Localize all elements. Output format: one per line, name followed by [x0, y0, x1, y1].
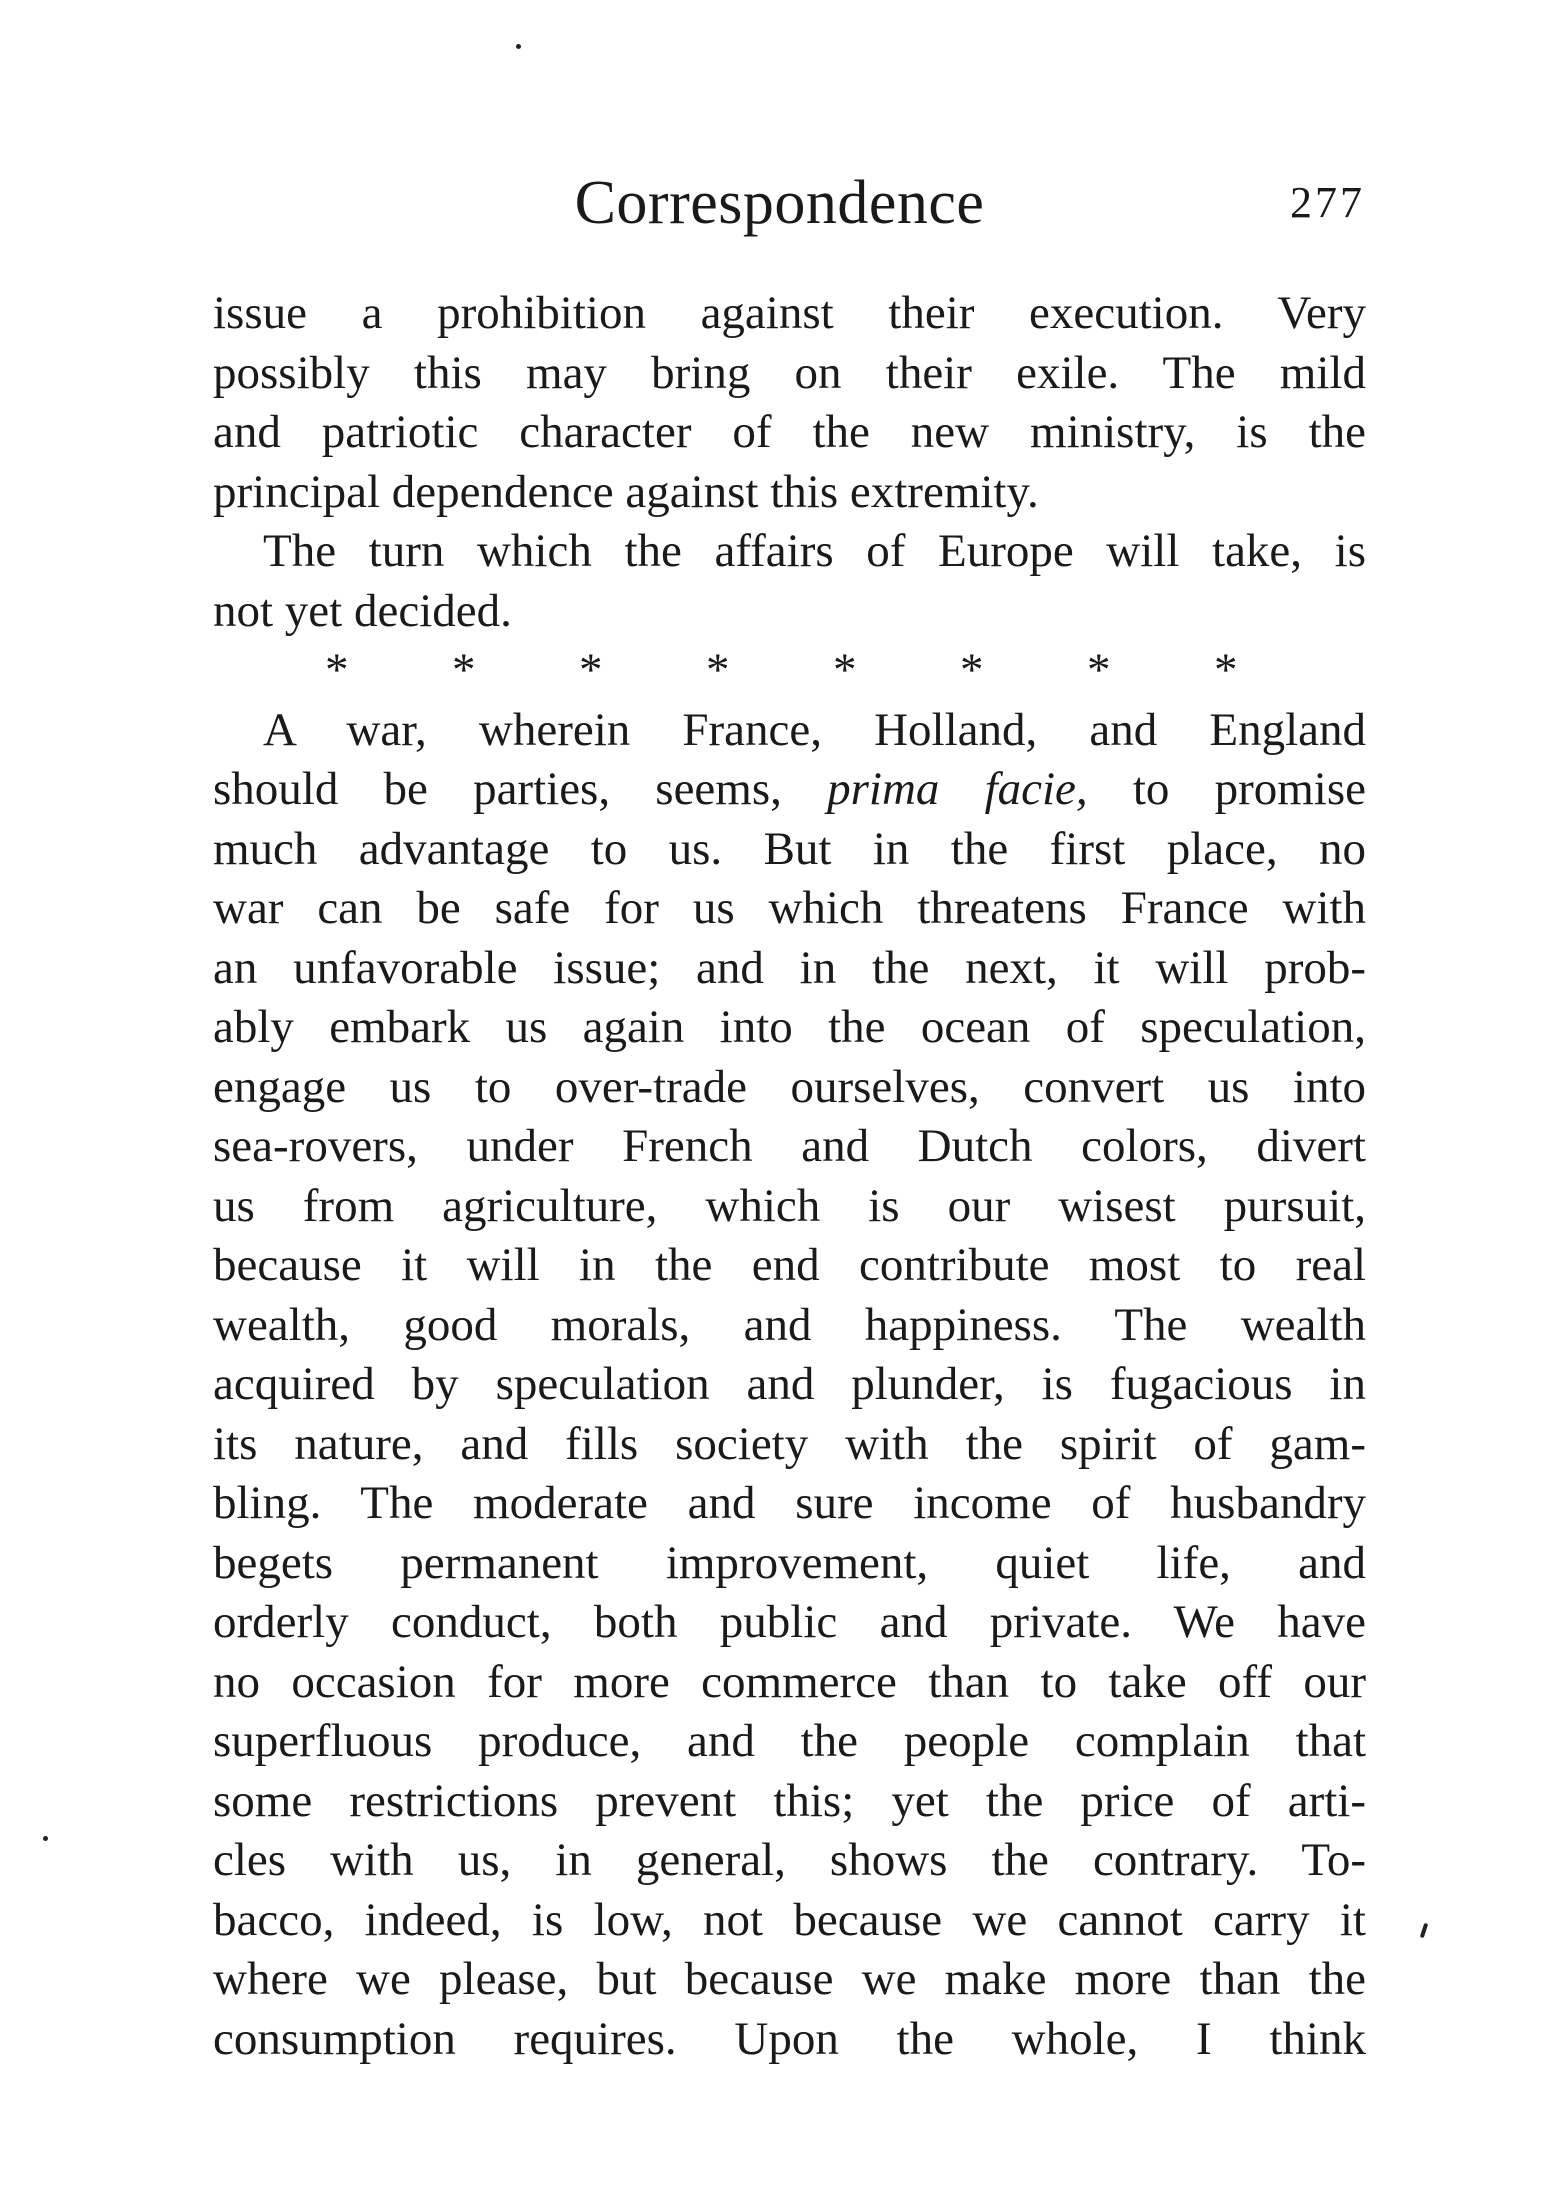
- ink-speck: [43, 1836, 48, 1841]
- text-line: consumption requires. Upon the whole, I think: [213, 2012, 1366, 2065]
- text-line: some restrictions prevent this; yet the price of arti-: [213, 1774, 1366, 1827]
- separator-star: *: [1214, 644, 1238, 696]
- text-line: [213, 760, 1366, 820]
- text-line: engage us to over-trade ourselves, convert us into: [213, 1060, 1366, 1113]
- text-line: wealth, good morals, and happiness. The wealth: [213, 1298, 1366, 1351]
- ink-mark: [1420, 1923, 1428, 1939]
- text-line: its nature, and fills society with the spirit of gam-: [213, 1417, 1366, 1470]
- page-number: 277: [1290, 178, 1365, 227]
- text-line: not yet decided.: [213, 584, 512, 637]
- text-line: where we please, but because we make more than the: [213, 1953, 1366, 2005]
- section-separator: [213, 641, 1366, 701]
- separator-star: *: [833, 644, 857, 696]
- text-line: an unfavorable issue; and in the next, it will prob-: [213, 941, 1366, 994]
- separator-star: *: [1087, 644, 1111, 696]
- text-line: issue a prohibition against their execution. Very: [213, 287, 1366, 339]
- text-line: and patriotic character of the new ministry, is the: [213, 406, 1366, 458]
- text-line: no occasion for more commerce than to take off our: [213, 1655, 1366, 1708]
- text-run: should be parties, seems,: [213, 763, 782, 815]
- text-line: much advantage to us. But in the first place, no: [213, 822, 1366, 875]
- separator-star: *: [579, 644, 603, 696]
- text-line: sea-rovers, under French and Dutch colors, divert: [213, 1120, 1366, 1172]
- text-line: us from agriculture, which is our wisest pursuit,: [213, 1179, 1366, 1232]
- text-line: superfluous produce, and the people complain that: [213, 1715, 1366, 1767]
- separator-star: *: [452, 644, 476, 696]
- italic-phrase: prima facie,: [827, 763, 1088, 815]
- text-run: to promise: [1132, 763, 1367, 815]
- separator-star: *: [960, 644, 984, 696]
- text-line: war can be safe for us which threatens France with: [213, 882, 1366, 934]
- text-line: principal dependence against this extremity.: [213, 465, 1039, 518]
- paragraph-start-line: A war, wherein France, Holland, and England: [263, 703, 1366, 756]
- text-line: begets permanent improvement, quiet life, and: [213, 1536, 1366, 1589]
- text-line: bling. The moderate and sure income of husbandry: [213, 1477, 1366, 1529]
- text-line: acquired by speculation and plunder, is fugacious in: [213, 1358, 1366, 1410]
- separator-star: *: [325, 644, 349, 696]
- running-header-title: Correspondence: [574, 169, 985, 237]
- text-line: possibly this may bring on their exile. The mild: [213, 346, 1366, 399]
- ink-speck: [516, 44, 521, 49]
- separator-star: *: [706, 644, 730, 696]
- text-line: bacco, indeed, is low, not because we cannot carry it: [213, 1893, 1366, 1946]
- body-text: [213, 284, 1366, 2069]
- text-line: orderly conduct, both public and private. We have: [213, 1596, 1366, 1648]
- text-line: cles with us, in general, shows the contrary. To-: [213, 1834, 1366, 1886]
- text-line: ably embark us again into the ocean of speculation,: [213, 1001, 1366, 1053]
- paragraph-start-line: The turn which the affairs of Europe will take, is: [263, 525, 1366, 577]
- text-line: because it will in the end contribute most to real: [213, 1239, 1366, 1291]
